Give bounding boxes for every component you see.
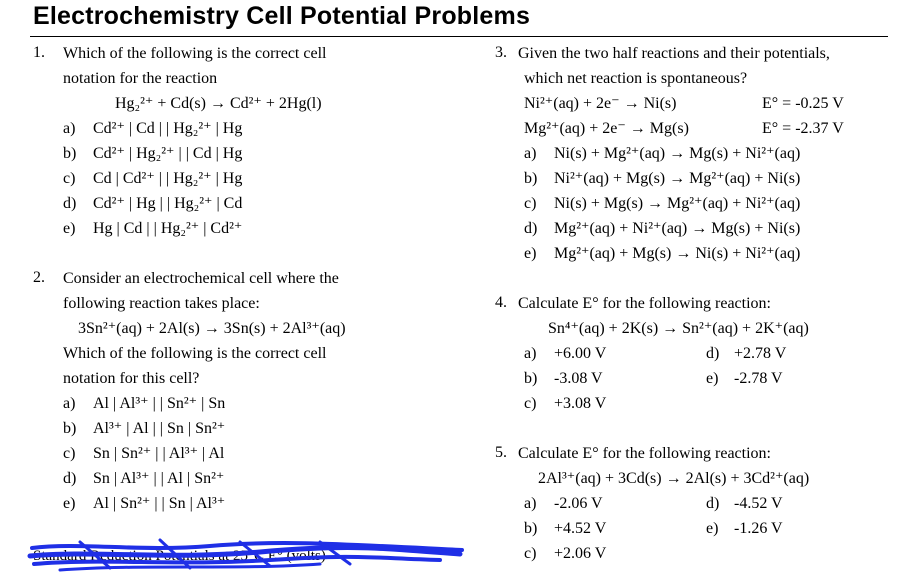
option-text: Cd²⁺ | Cd | | Hg₂²⁺ | Hg	[93, 120, 243, 137]
question-text: Calculate E° for the following reaction:	[518, 445, 771, 462]
option-text: Al | Sn²⁺ | | Sn | Al³⁺	[93, 495, 226, 512]
option-text: +2.06 V	[554, 545, 607, 562]
struck-heading: Standard Reduction Potentials at 25°C E° (volts)	[33, 548, 326, 564]
half-reaction-potential: E° = -0.25 V	[762, 95, 844, 112]
option-letter: b)	[524, 370, 538, 387]
option-text: Ni²⁺(aq) + Mg(s) → Mg²⁺(aq) + Ni(s)	[554, 170, 801, 187]
option-text: -3.08 V	[554, 370, 603, 387]
question-text: following reaction takes place:	[63, 295, 260, 312]
question-text: which net reaction is spontaneous?	[524, 70, 748, 87]
option-letter: b)	[524, 170, 538, 187]
question-text: Consider an electrochemical cell where the	[63, 270, 339, 287]
option-letter: d)	[524, 220, 538, 237]
question-number: 3.	[495, 44, 507, 61]
option-text: Ni(s) + Mg(s) → Mg²⁺(aq) + Ni²⁺(aq)	[554, 195, 801, 212]
option-text: Al³⁺ | Al | | Sn | Sn²⁺	[93, 420, 226, 437]
option-letter: d)	[63, 195, 77, 212]
question-text: notation for the reaction	[63, 70, 218, 87]
option-letter: e)	[63, 220, 76, 237]
reaction-equation: 2Al³⁺(aq) + 3Cd(s) → 2Al(s) + 3Cd²⁺(aq)	[538, 470, 810, 487]
option-letter: c)	[63, 170, 76, 187]
option-text: Mg²⁺(aq) + Ni²⁺(aq) → Mg(s) + Ni(s)	[554, 220, 801, 237]
question-text: Which of the following is the correct cell	[63, 345, 327, 362]
option-text: Al | Al³⁺ | | Sn²⁺ | Sn	[93, 395, 226, 412]
option-letter: a)	[524, 145, 537, 162]
option-text: Cd | Cd²⁺ | | Hg₂²⁺ | Hg	[93, 170, 243, 187]
option-text: -1.26 V	[734, 520, 783, 537]
option-letter: b)	[63, 420, 77, 437]
question-text: Given the two half reactions and their potentials,	[518, 45, 830, 62]
option-letter: b)	[63, 145, 77, 162]
option-text: -2.06 V	[554, 495, 603, 512]
option-letter: e)	[706, 520, 719, 537]
option-letter: c)	[524, 195, 537, 212]
option-letter: c)	[524, 395, 537, 412]
page-title: Electrochemistry Cell Potential Problems	[33, 2, 531, 30]
option-letter: e)	[706, 370, 719, 387]
option-text: Cd²⁺ | Hg₂²⁺ | | Cd | Hg	[93, 145, 243, 162]
option-letter: e)	[63, 495, 76, 512]
question-text: notation for this cell?	[63, 370, 200, 387]
option-letter: a)	[524, 495, 537, 512]
option-letter: d)	[706, 495, 720, 512]
reaction-equation: 3Sn²⁺(aq) + 2Al(s) → 3Sn(s) + 2Al³⁺(aq)	[78, 320, 346, 337]
reaction-equation: Sn⁴⁺(aq) + 2K(s) → Sn²⁺(aq) + 2K⁺(aq)	[548, 320, 809, 337]
half-reaction: Ni²⁺(aq) + 2e⁻ → Ni(s)	[524, 95, 677, 112]
option-letter: d)	[706, 345, 720, 362]
question-text: Which of the following is the correct cell	[63, 45, 327, 62]
title-rule	[30, 36, 888, 37]
option-text: Cd²⁺ | Hg | | Hg₂²⁺ | Cd	[93, 195, 243, 212]
half-reaction: Mg²⁺(aq) + 2e⁻ → Mg(s)	[524, 120, 689, 137]
option-text: Sn | Al³⁺ | | Al | Sn²⁺	[93, 470, 225, 487]
option-text: Sn | Sn²⁺ | | Al³⁺ | Al	[93, 445, 225, 462]
option-text: +6.00 V	[554, 345, 607, 362]
question-text: Calculate E° for the following reaction:	[518, 295, 771, 312]
option-letter: d)	[63, 470, 77, 487]
option-text: +2.78 V	[734, 345, 787, 362]
option-text: +4.52 V	[554, 520, 607, 537]
half-reaction-potential: E° = -2.37 V	[762, 120, 844, 137]
scribble-mark	[20, 534, 470, 574]
option-text: Hg | Cd | | Hg₂²⁺ | Cd²⁺	[93, 220, 243, 237]
option-letter: a)	[524, 345, 537, 362]
option-text: Ni(s) + Mg²⁺(aq) → Mg(s) + Ni²⁺(aq)	[554, 145, 801, 162]
question-number: 4.	[495, 294, 507, 311]
option-text: -4.52 V	[734, 495, 783, 512]
option-text: Mg²⁺(aq) + Mg(s) → Ni(s) + Ni²⁺(aq)	[554, 245, 801, 262]
option-letter: e)	[524, 245, 537, 262]
option-letter: c)	[63, 445, 76, 462]
option-text: -2.78 V	[734, 370, 783, 387]
question-number: 5.	[495, 444, 507, 461]
reaction-equation: Hg₂²⁺ + Cd(s) → Cd²⁺ + 2Hg(l)	[115, 95, 322, 112]
option-letter: a)	[63, 120, 76, 137]
option-letter: b)	[524, 520, 538, 537]
question-number: 1.	[33, 44, 45, 61]
option-letter: c)	[524, 545, 537, 562]
option-text: +3.08 V	[554, 395, 607, 412]
option-letter: a)	[63, 395, 76, 412]
question-number: 2.	[33, 269, 45, 286]
